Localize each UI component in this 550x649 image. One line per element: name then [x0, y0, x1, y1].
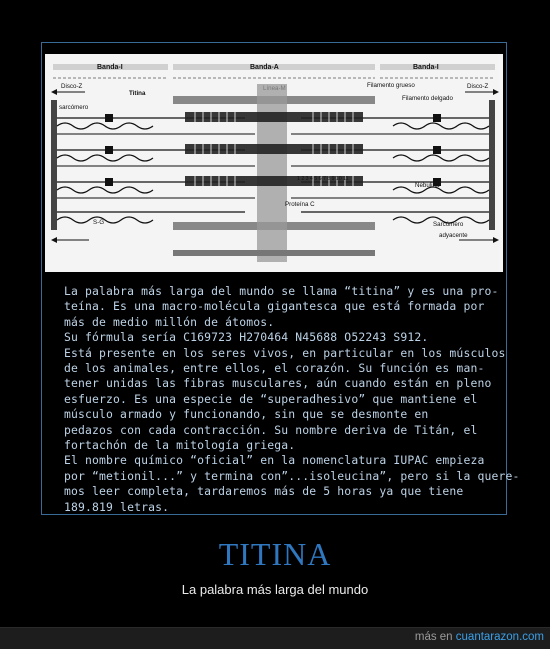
footer-site-link[interactable]: cuantarazon.com	[455, 631, 544, 643]
body-line: 189.819 letras.	[64, 499, 170, 514]
poster-subtitle: La palabra más larga del mundo	[181, 582, 369, 597]
poster-title: TITINA	[218, 536, 332, 572]
body-line: músculo armado y funcionando, sin que se desmonte en	[64, 407, 429, 422]
label-adyacente: adyacente	[439, 232, 468, 239]
body-line: teína. Es una macro-molécula gigantesca que está formada por	[64, 299, 485, 314]
sarcomere-illustration	[45, 54, 503, 272]
sarcomere-diagram	[45, 54, 503, 272]
label-proteina-c: Proteína C	[285, 201, 315, 208]
body-line: Está presente en los seres vivos, en particular en los músculos	[64, 345, 506, 360]
label-banda-i-left: Banda-I	[97, 64, 123, 71]
body-line: más de medio millón de átomos.	[64, 314, 275, 329]
label-titina: Titina	[129, 90, 146, 97]
label-numeros: 1 2 3 4 5 6 7 8 9 10 11	[297, 176, 349, 182]
body-line: Su fórmula sería C169723 H270464 N45688 O52243 S912.	[64, 330, 429, 345]
poster-frame	[41, 42, 520, 515]
label-filamento-delgado: Filamento delgado	[402, 95, 453, 102]
label-sarcomero-left: sarcómero	[59, 104, 89, 111]
body-line: La palabra más larga del mundo se llama “titina” y es una pro-	[64, 284, 499, 298]
label-sarcomero-right: Sarcómero	[433, 221, 464, 228]
label-banda-a: Banda-A	[250, 64, 279, 71]
body-line: por “metionil...” y termina con”...isoleucina”, pero si la quere-	[64, 468, 520, 483]
label-filamento-grueso: Filamento grueso	[367, 82, 415, 89]
body-line: mos leer completa, tardaremos más de 5 horas ya que tiene	[64, 484, 464, 499]
body-line: El nombre químico “oficial” en la nomenclatura IUPAC empieza	[64, 453, 485, 468]
footer-credit	[415, 631, 544, 643]
body-line: tener unidas las fibras musculares, aún cuando están en pleno	[64, 376, 492, 391]
body-line: pedazos con cada contracción. Su nombre deriva de Titán, el	[64, 422, 478, 437]
body-line: de los animales, entre ellos, el corazón. Su función es man-	[64, 361, 485, 376]
titin-description	[64, 284, 520, 515]
label-disco-z-right: Disco-Z	[467, 83, 489, 90]
footer-bar	[0, 627, 550, 649]
label-disco-z-left: Disco-Z	[61, 83, 83, 90]
label-s-bg: S-G	[93, 219, 105, 226]
body-line: fortachón de la mitología griega.	[64, 438, 296, 453]
footer-prefix: más en	[414, 631, 453, 643]
label-banda-i-right: Banda-I	[413, 64, 439, 71]
label-nebulina: Nebulina	[415, 182, 440, 189]
body-line: esfuerzo. Es una especie de “superadhesivo” que mantiene el	[64, 391, 478, 406]
